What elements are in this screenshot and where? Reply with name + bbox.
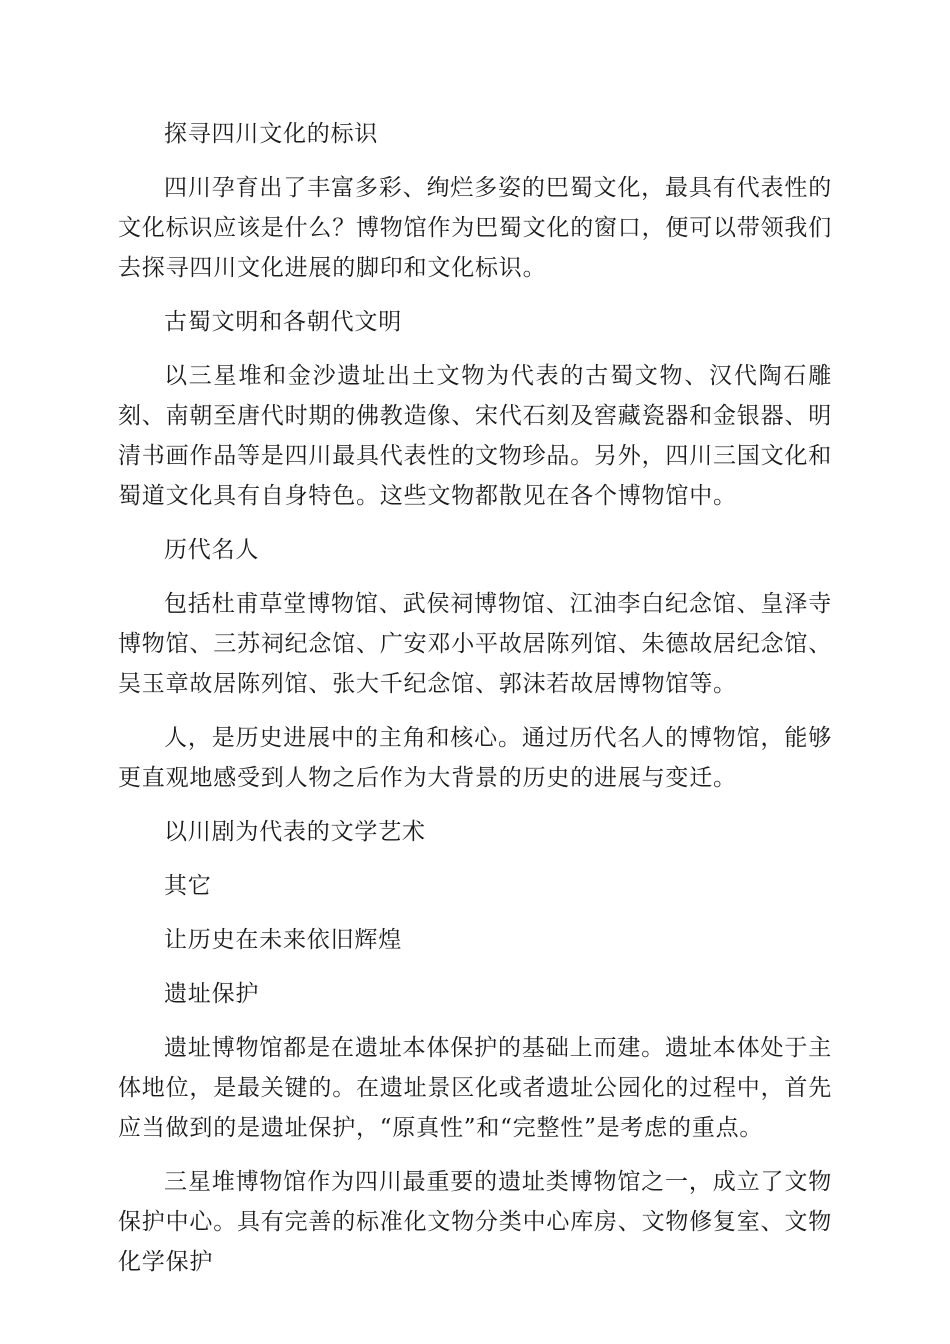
paragraph-famous-museums: 包括杜甫草堂博物馆、武侯祠博物馆、江油李白纪念馆、皇泽寺博物馆、三苏祠纪念馆、广安邓小平故居陈列馆、朱德故居纪念馆、吴玉章故居陈列馆、张大千纪念馆、郭沫若故居博物馆等。 — [118, 591, 832, 697]
paragraph-site-protection: 遗址博物馆都是在遗址本体保护的基础上而建。遗址本体处于主体地位，是最关键的。在遗址景区化或者遗址公园化的过程中，首先应当做到的是遗址保护，“原真性”和“完整性”是考虑的重点。 — [118, 1035, 832, 1141]
heading-others: 其它 — [164, 873, 212, 899]
heading-sichuan-opera: 以川剧为代表的文学艺术 — [164, 819, 426, 845]
heading-famous-people: 历代名人 — [164, 537, 260, 563]
heading-sichuan-culture-identity: 探寻四川文化的标识 — [164, 121, 379, 147]
heading-site-protection: 遗址保护 — [164, 981, 260, 1007]
heading-ancient-shu: 古蜀文明和各朝代文明 — [164, 309, 402, 335]
paragraph-people-history: 人，是历史进展中的主角和核心。通过历代名人的博物馆，能够更直观地感受到人物之后作为大背景的历史的进展与变迁。 — [118, 725, 832, 791]
heading-history-future: 让历史在未来依旧辉煌 — [164, 927, 402, 953]
paragraph-intro: 四川孕育出了丰富多彩、绚烂多姿的巴蜀文化，最具有代表性的文化标识应该是什么？博物馆作为巴蜀文化的窗口，便可以带领我们去探寻四川文化进展的脚印和文化标识。 — [118, 175, 832, 281]
paragraph-sanxingdui: 三星堆博物馆作为四川最重要的遗址类博物馆之一，成立了文物保护中心。具有完善的标准化文物分类中心库房、文物修复室、文物化学保护 — [118, 1169, 832, 1275]
paragraph-ancient-shu: 以三星堆和金沙遗址出土文物为代表的古蜀文物、汉代陶石雕刻、南朝至唐代时期的佛教造像、宋代石刻及窖藏瓷器和金银器、明清书画作品等是四川最具代表性的文物珍品。另外，四川三国文化和蜀道文化具有自身特色。这些文物都散见在各个博物馆中。 — [118, 363, 832, 509]
